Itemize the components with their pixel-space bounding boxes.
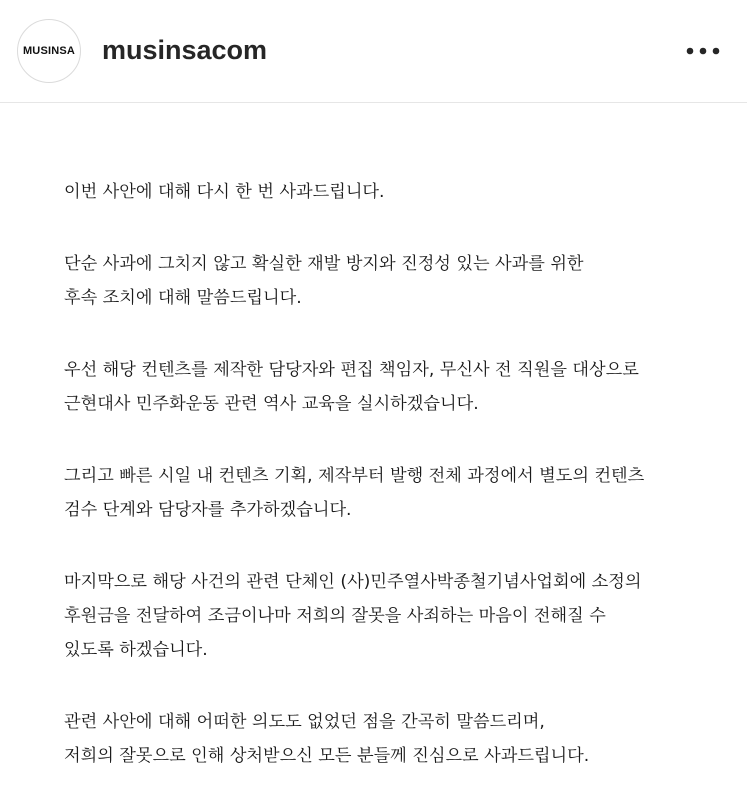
text-line: 근현대사 민주화운동 관련 역사 교육을 실시하겠습니다. xyxy=(64,394,479,414)
text-line: 우선 해당 컨텐츠를 제작한 담당자와 편집 책임자, 무신사 전 직원을 대상으로 xyxy=(64,360,639,380)
avatar[interactable] xyxy=(17,19,81,83)
text-line: 마지막으로 해당 사건의 관련 단체인 (사)민주열사박종철기념사업회에 소정의 xyxy=(64,572,642,592)
post-header xyxy=(0,0,747,103)
text-line: 저희의 잘못으로 인해 상처받으신 모든 분들께 진심으로 사과드립니다. xyxy=(64,746,590,766)
text-line: 이번 사안에 대해 다시 한 번 사과드립니다. xyxy=(64,182,385,202)
text-line: 그리고 빠른 시일 내 컨텐츠 기획, 제작부터 발행 전체 과정에서 별도의 컨텐츠 xyxy=(64,466,645,486)
paragraph-donation xyxy=(64,565,724,667)
paragraph-education xyxy=(64,353,724,421)
paragraph-apology xyxy=(64,175,724,209)
text-line: 후원금을 전달하여 조금이나마 저희의 잘못을 사죄하는 마음이 전해질 수 xyxy=(64,606,606,626)
paragraph-review-process xyxy=(64,459,724,527)
paragraph-follow-up xyxy=(64,247,724,315)
username-link[interactable]: musinsacom xyxy=(102,35,268,65)
text-line: 관련 사안에 대해 어떠한 의도도 없었던 점을 간곡히 말씀드리며, xyxy=(64,712,545,732)
more-horizontal-icon xyxy=(686,47,720,55)
more-options-button[interactable] xyxy=(680,36,726,66)
text-line: 검수 단계와 담당자를 추가하겠습니다. xyxy=(64,500,352,520)
paragraph-closing xyxy=(64,705,724,773)
text-line: 단순 사과에 그치지 않고 확실한 재발 방지와 진정성 있는 사과를 위한 xyxy=(64,254,584,274)
text-line: 있도록 하겠습니다. xyxy=(64,640,208,660)
avatar-logo-text: MUSINSA xyxy=(22,45,76,57)
post-body xyxy=(64,175,724,811)
text-line: 후속 조치에 대해 말씀드립니다. xyxy=(64,288,302,308)
